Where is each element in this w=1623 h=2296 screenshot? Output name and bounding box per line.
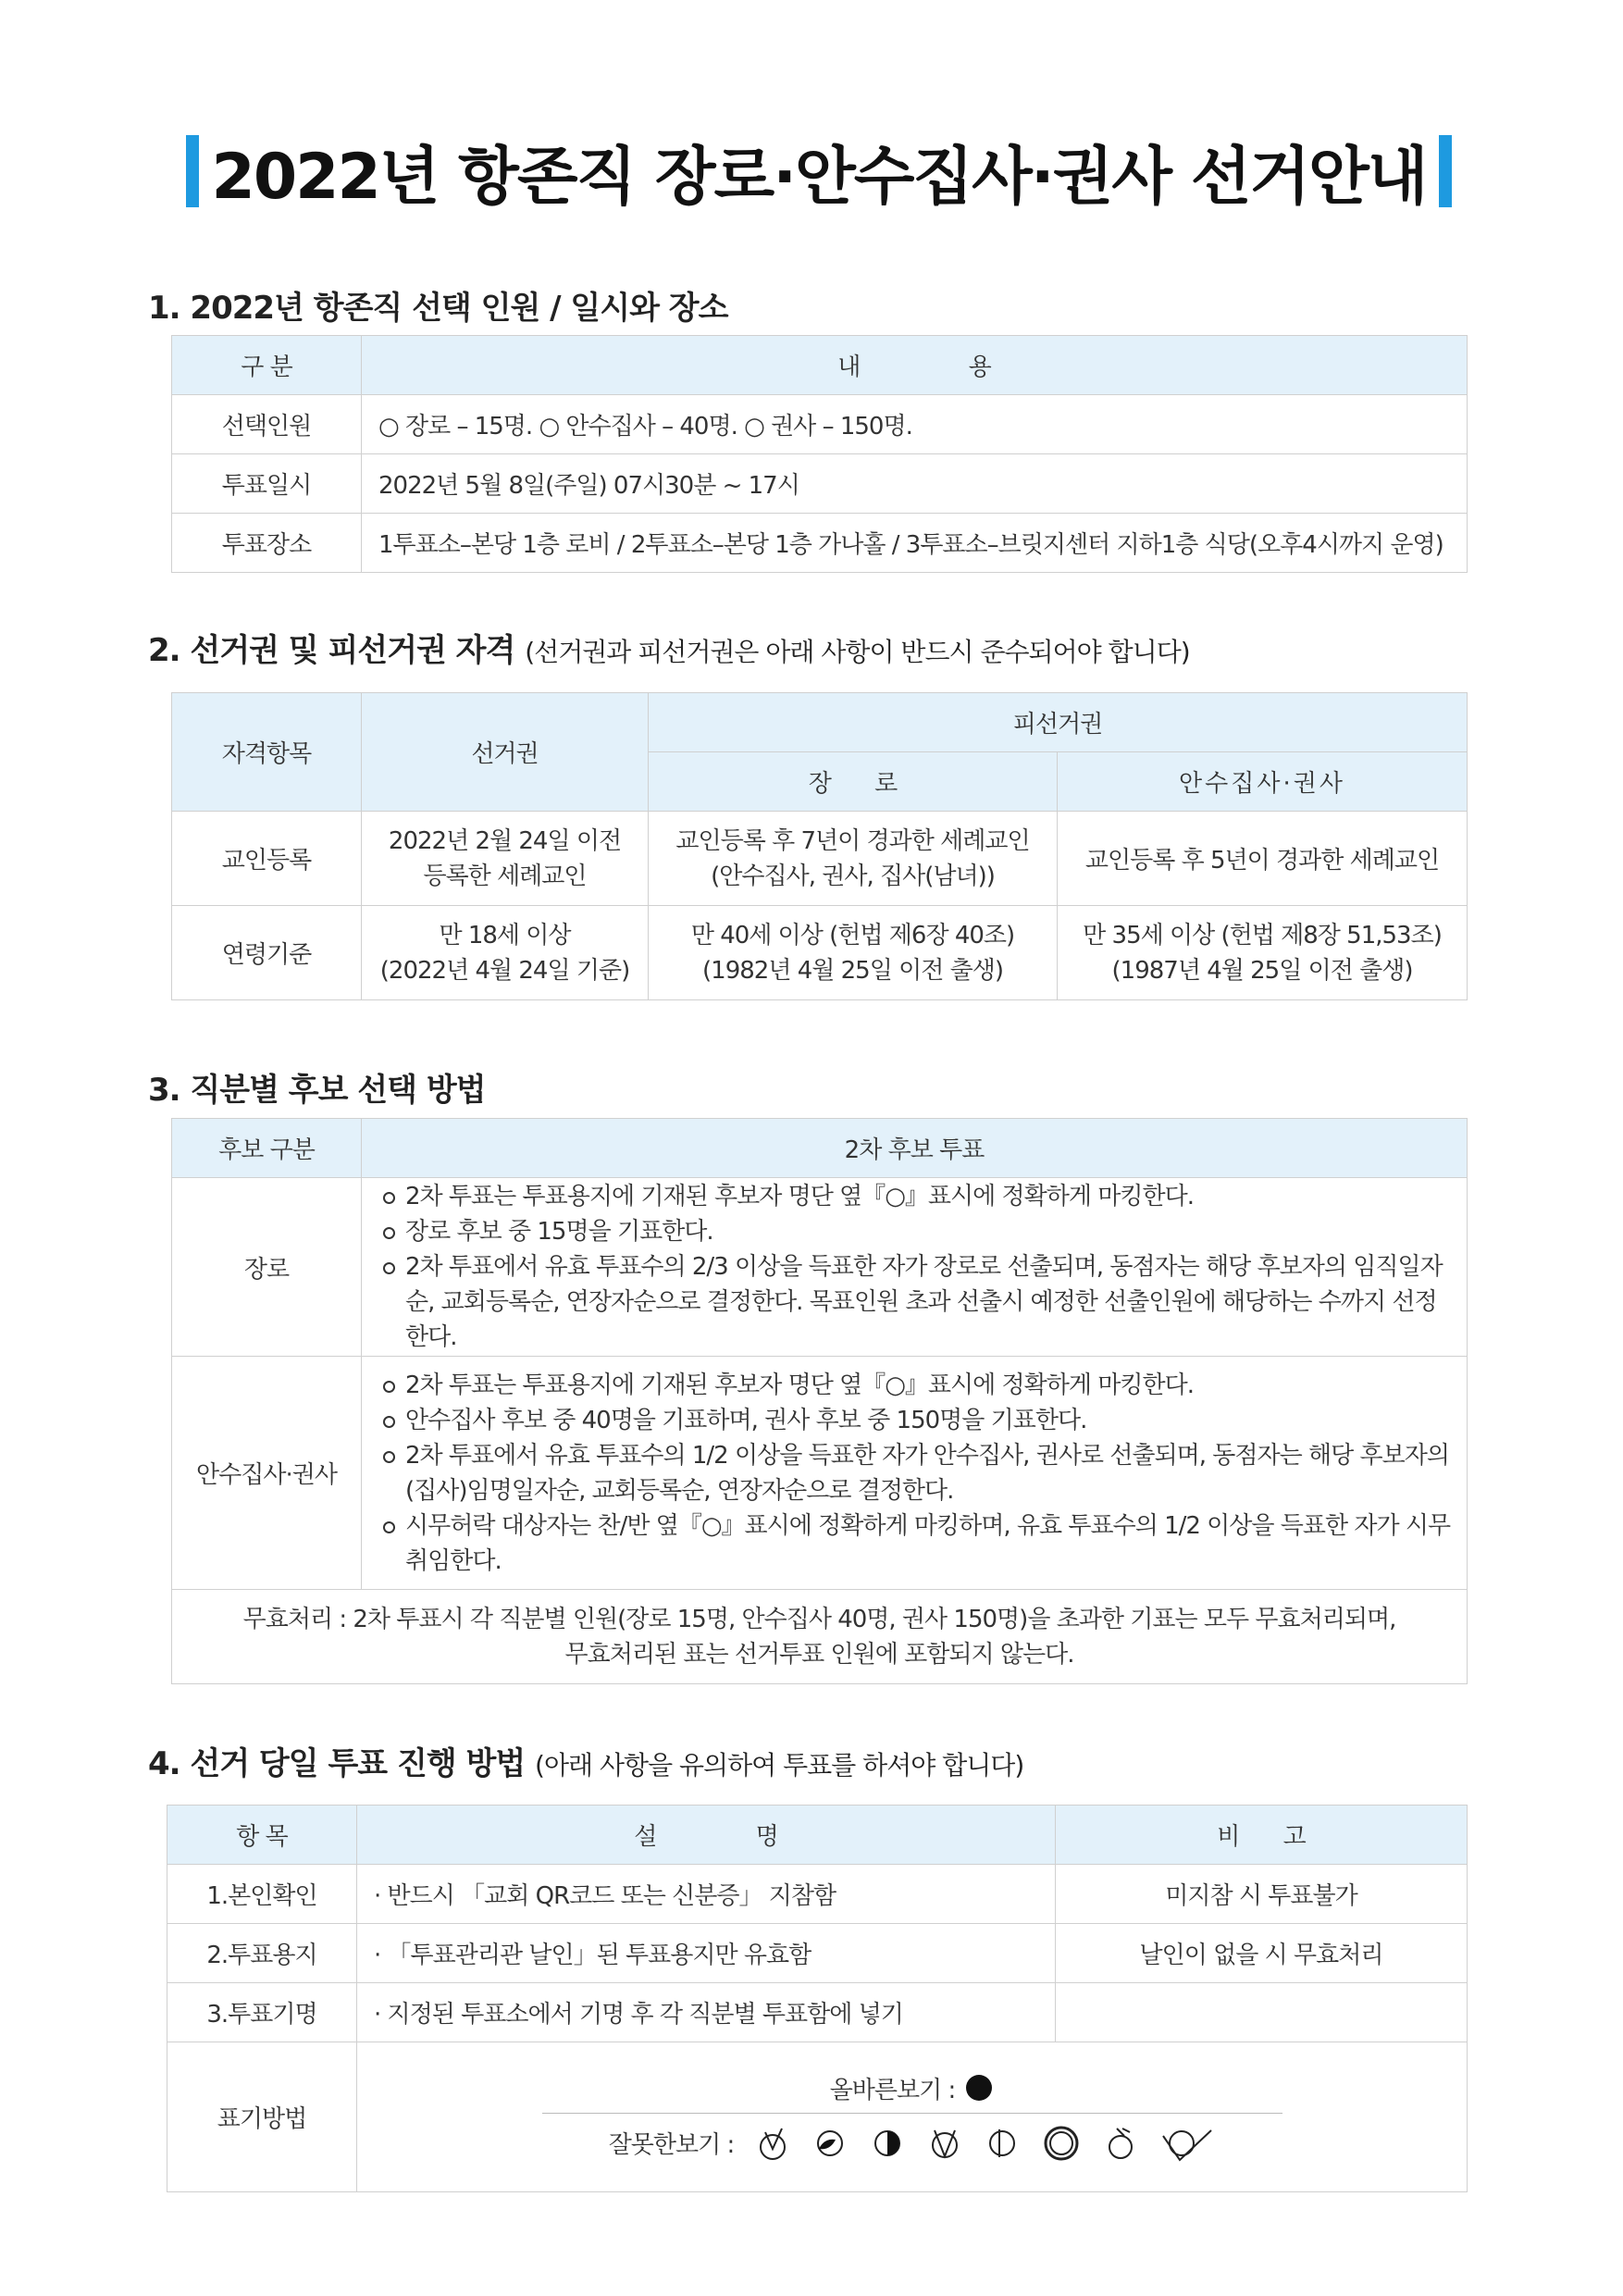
row-label: 장로 bbox=[172, 1178, 362, 1357]
row-label: 3.투표기명 bbox=[167, 1983, 357, 2042]
table-header: 설 명 bbox=[357, 1806, 1056, 1865]
half-fill-circle-icon bbox=[869, 2123, 906, 2164]
row-content: 1투표소–본당 1층 로비 / 2투표소–본당 1층 가나홀 / 3투표소–브릿지센터 지하1층 식당(오후4시까지 운영) bbox=[362, 514, 1468, 573]
table-row bbox=[172, 395, 1468, 454]
table-header: 자격항목 bbox=[172, 693, 362, 812]
list-item: 2차 투표에서 유효 투표수의 2/3 이상을 득표한 자가 장로로 선출되며, 동점자는 해당 후보자의 임직일자순, 교회등록순, 연장자순으로 결정한다. 목표인원 초과 선출시 예정한 선출인원에 해당하는 수까지 선정한다. bbox=[383, 1249, 1453, 1355]
table-header: 후보 구분 bbox=[172, 1119, 362, 1178]
section-2-heading bbox=[148, 625, 1190, 670]
table-header: 비 고 bbox=[1056, 1806, 1468, 1865]
section-2-table bbox=[171, 692, 1468, 1000]
table-header: 2차 후보 투표 bbox=[362, 1119, 1468, 1178]
table-header: 안수집사·권사 bbox=[1058, 752, 1468, 812]
cell-line: 만 35세 이상 (헌법 제8장 51,53조) bbox=[1083, 921, 1442, 949]
row-label: 1.본인확인 bbox=[167, 1865, 357, 1924]
note-line: 무효처리된 표는 선거투표 인원에 포함되지 않는다. bbox=[564, 1640, 1074, 1669]
section-2-title: 2. 선거권 및 피선거권 자격 bbox=[148, 632, 515, 669]
cell-line: 만 18세 이상 bbox=[439, 921, 571, 949]
deacon-rules-list bbox=[363, 1368, 1466, 1579]
section-4-subtitle: (아래 사항을 유의하여 투표를 하셔야 합니다) bbox=[535, 1750, 1024, 1781]
v-mark-circle-icon bbox=[926, 2123, 963, 2164]
cell-line: 만 40세 이상 (헌법 제6장 40조) bbox=[690, 921, 1015, 949]
section-4-title: 4. 선거 당일 투표 진행 방법 bbox=[148, 1745, 526, 1782]
cell-line: 교인등록 후 7년이 경과한 세례교인 bbox=[675, 826, 1030, 855]
partial-fill-circle-icon bbox=[812, 2123, 849, 2164]
table-row bbox=[167, 2042, 1468, 2192]
row-label: 투표장소 bbox=[172, 514, 362, 573]
row-label: 2.투표용지 bbox=[167, 1924, 357, 1983]
circle-bullet-icon bbox=[383, 1227, 395, 1239]
row-label: 표기방법 bbox=[167, 2042, 357, 2192]
title-bar-left bbox=[186, 135, 199, 207]
section-1-table bbox=[171, 335, 1468, 573]
row-content: ○ 장로 – 15명. ○ 안수집사 – 40명. ○ 권사 – 150명. bbox=[362, 395, 1468, 454]
table-row bbox=[172, 1357, 1468, 1590]
wrong-examples bbox=[358, 2123, 1466, 2164]
cell-line: (1982년 4월 25일 이전 출생) bbox=[702, 956, 1003, 985]
circle-bullet-icon bbox=[383, 1521, 395, 1533]
row-note: 날인이 없을 시 무효처리 bbox=[1056, 1924, 1468, 1983]
cell bbox=[649, 906, 1058, 1000]
cell: 교인등록 후 5년이 경과한 세례교인 bbox=[1058, 812, 1468, 906]
section-2-subtitle: (선거권과 피선거권은 아래 사항이 반드시 준수되어야 합니다) bbox=[525, 637, 1190, 667]
table-header: 항 목 bbox=[167, 1806, 357, 1865]
cell-line: 2022년 2월 24일 이전 bbox=[388, 826, 622, 855]
wrong-label: 잘못한보기 : bbox=[608, 2131, 735, 2159]
cell-line: (안수집사, 권사, 집사(남녀)) bbox=[711, 862, 995, 890]
row-note bbox=[1056, 1983, 1468, 2042]
elder-rules-list bbox=[363, 1179, 1466, 1355]
cell-line: (1987년 4월 25일 이전 출생) bbox=[1111, 956, 1413, 985]
row-label: 선택인원 bbox=[172, 395, 362, 454]
divider bbox=[542, 2113, 1282, 2114]
row-label: 투표일시 bbox=[172, 454, 362, 514]
row-content: 2022년 5월 8일(주일) 07시30분 ~ 17시 bbox=[362, 454, 1468, 514]
title-block bbox=[143, 130, 1494, 213]
table-row bbox=[172, 812, 1468, 906]
cell bbox=[649, 812, 1058, 906]
list-item: 2차 투표는 투표용지에 기재된 후보자 명단 옆『○』표시에 정확하게 마킹한다. bbox=[383, 1179, 1453, 1214]
list-item: 2차 투표에서 유효 투표수의 1/2 이상을 득표한 자가 안수집사, 권사로 선출되며, 동점자는 해당 후보자의 (집사)임명일자순, 교회등록순, 연장자순으로 결정한다. bbox=[383, 1438, 1453, 1508]
table-header: 내 용 bbox=[362, 336, 1468, 395]
table-row bbox=[167, 1924, 1468, 1983]
filled-circle-icon bbox=[964, 2073, 994, 2103]
section-4-heading bbox=[148, 1738, 1023, 1783]
list-item: 안수집사 후보 중 40명을 기표하며, 권사 후보 중 150명을 기표한다. bbox=[383, 1403, 1453, 1438]
cell-line: (2022년 4월 24일 기준) bbox=[379, 956, 630, 985]
note-line: 무효처리 : 2차 투표시 각 직분별 인원(장로 15명, 안수집사 40명, 권사 150명)을 초과한 기표는 모두 무효처리되며, bbox=[242, 1605, 1396, 1633]
cell bbox=[362, 1357, 1468, 1590]
table-header: 장 로 bbox=[649, 752, 1058, 812]
cell bbox=[362, 1178, 1468, 1357]
circle-bullet-icon bbox=[383, 1192, 395, 1204]
row-label: 연령기준 bbox=[172, 906, 362, 1000]
cell bbox=[1058, 906, 1468, 1000]
cell-line: 등록한 세례교인 bbox=[423, 862, 587, 890]
row-label: 교인등록 bbox=[172, 812, 362, 906]
table-row bbox=[167, 1865, 1468, 1924]
section-3-heading: 3. 직분별 후보 선택 방법 bbox=[148, 1072, 486, 1109]
table-row bbox=[172, 514, 1468, 573]
stroke-on-circle-icon bbox=[1102, 2123, 1139, 2164]
list-item: 시무허락 대상자는 찬/반 옆『○』표시에 정확하게 마킹하며, 유효 투표수의 1/2 이상을 득표한 자가 시무취임한다. bbox=[383, 1508, 1453, 1579]
row-desc: · 지정된 투표소에서 기명 후 각 직분별 투표함에 넣기 bbox=[357, 1983, 1056, 2042]
correct-label: 올바른보기 : bbox=[829, 2076, 956, 2104]
line-circle-icon bbox=[984, 2123, 1021, 2164]
table-row bbox=[172, 906, 1468, 1000]
circle-bullet-icon bbox=[383, 1381, 395, 1393]
circle-bullet-icon bbox=[383, 1262, 395, 1274]
row-desc: · 「투표관리관 날인」된 투표용지만 유효함 bbox=[357, 1924, 1056, 1983]
table-row bbox=[167, 1983, 1468, 2042]
slash-through-circle-icon bbox=[1159, 2123, 1215, 2164]
section-3-table bbox=[171, 1118, 1468, 1684]
table-header: 구 분 bbox=[172, 336, 362, 395]
table-row bbox=[172, 1178, 1468, 1357]
circle-bullet-icon bbox=[383, 1451, 395, 1463]
table-row bbox=[172, 1590, 1468, 1684]
list-item: 2차 투표는 투표용지에 기재된 후보자 명단 옆『○』표시에 정확하게 마킹한다. bbox=[383, 1368, 1453, 1403]
row-note: 미지참 시 투표불가 bbox=[1056, 1865, 1468, 1924]
cell bbox=[362, 812, 649, 906]
table-row bbox=[172, 454, 1468, 514]
check-in-circle-icon bbox=[754, 2123, 791, 2164]
row-desc: · 반드시 「교회 QR코드 또는 신분증」 지참함 bbox=[357, 1865, 1056, 1924]
list-item: 장로 후보 중 15명을 기표한다. bbox=[383, 1214, 1453, 1249]
double-circle-icon bbox=[1041, 2123, 1082, 2164]
page-title: 2022년 항존직 장로·안수집사·권사 선거안내 bbox=[211, 140, 1427, 214]
title-bar-right bbox=[1439, 135, 1452, 207]
invalid-note bbox=[172, 1590, 1468, 1684]
marking-examples bbox=[357, 2042, 1468, 2192]
correct-example bbox=[358, 2071, 1466, 2105]
row-label: 안수집사·권사 bbox=[172, 1357, 362, 1590]
section-4-table bbox=[167, 1805, 1468, 2192]
cell bbox=[362, 906, 649, 1000]
table-header: 피선거권 bbox=[649, 693, 1468, 752]
table-header: 선거권 bbox=[362, 693, 649, 812]
circle-bullet-icon bbox=[383, 1416, 395, 1428]
section-1-heading: 1. 2022년 항존직 선택 인원 / 일시와 장소 bbox=[148, 290, 728, 327]
